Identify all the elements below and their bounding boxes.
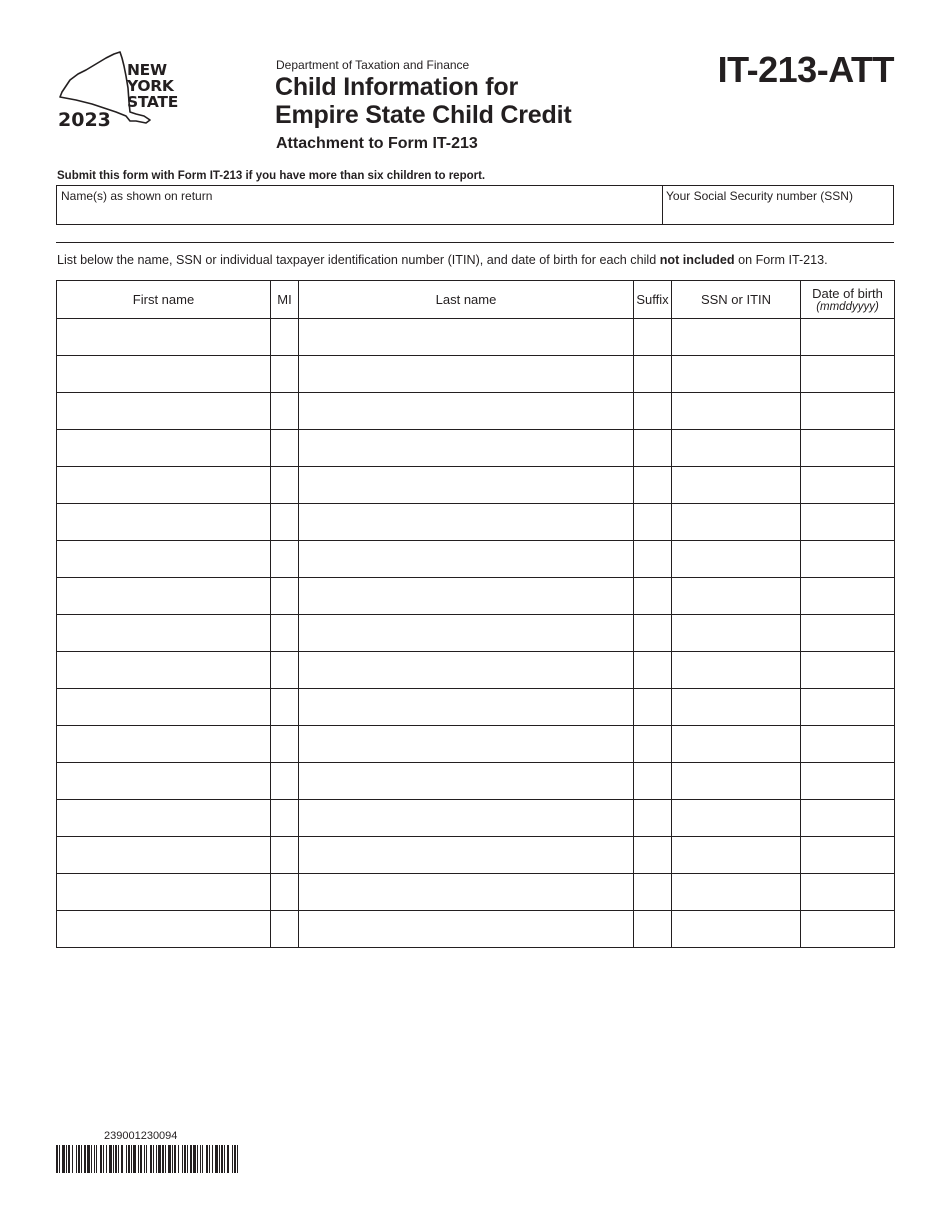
mi-cell[interactable]	[271, 430, 299, 467]
suffix-cell[interactable]	[634, 763, 672, 800]
barcode-bar	[190, 1145, 192, 1173]
suffix-cell[interactable]	[634, 541, 672, 578]
table-row	[57, 911, 895, 948]
table-row	[57, 615, 895, 652]
taxpayer-id-box	[56, 185, 894, 225]
first-name-cell[interactable]	[57, 578, 271, 615]
table-row	[57, 726, 895, 763]
barcode-bar	[100, 1145, 102, 1173]
suffix-cell[interactable]	[634, 430, 672, 467]
table-row	[57, 393, 895, 430]
ssn-itin-cell[interactable]	[672, 319, 801, 356]
barcode-bar	[224, 1145, 225, 1173]
first-name-cell[interactable]	[57, 911, 271, 948]
first-name-cell[interactable]	[57, 467, 271, 504]
suffix-cell[interactable]	[634, 726, 672, 763]
first-name-cell[interactable]	[57, 615, 271, 652]
date-of-birth-cell[interactable]	[801, 393, 895, 430]
barcode-bar	[232, 1145, 233, 1173]
mi-cell[interactable]	[271, 504, 299, 541]
first-name-cell[interactable]	[57, 652, 271, 689]
date-of-birth-cell[interactable]	[801, 578, 895, 615]
suffix-cell[interactable]	[634, 689, 672, 726]
table-row	[57, 467, 895, 504]
barcode-bar	[103, 1145, 104, 1173]
mi-cell[interactable]	[271, 393, 299, 430]
barcode-bar	[184, 1145, 186, 1173]
barcode-bar	[118, 1145, 119, 1173]
barcode-bar	[212, 1145, 213, 1173]
first-name-cell[interactable]	[57, 541, 271, 578]
logo-word-york: YORK	[127, 77, 174, 95]
barcode-bar	[172, 1145, 173, 1173]
barcode-bar	[62, 1145, 65, 1173]
first-name-cell[interactable]	[57, 430, 271, 467]
nys-logo	[56, 50, 206, 134]
suffix-cell[interactable]	[634, 504, 672, 541]
tax-year: 2023	[58, 109, 111, 131]
table-row	[57, 874, 895, 911]
ssn-itin-cell[interactable]	[672, 763, 801, 800]
list-instruction-tail: on Form IT-213.	[734, 253, 828, 267]
date-of-birth-cell[interactable]	[801, 874, 895, 911]
ssn-itin-cell[interactable]	[672, 504, 801, 541]
suffix-cell[interactable]	[634, 911, 672, 948]
barcode-bar	[76, 1145, 77, 1173]
barcode-bar	[126, 1145, 127, 1173]
last-name-cell[interactable]	[299, 652, 634, 689]
last-name-cell[interactable]	[299, 393, 634, 430]
date-of-birth-cell[interactable]	[801, 837, 895, 874]
mi-cell[interactable]	[271, 726, 299, 763]
mi-cell[interactable]	[271, 800, 299, 837]
mi-cell[interactable]	[271, 837, 299, 874]
last-name-cell[interactable]	[299, 911, 634, 948]
barcode-bar	[227, 1145, 229, 1173]
ssn-itin-cell[interactable]	[672, 652, 801, 689]
name-field-label: Name(s) as shown on return	[61, 189, 213, 203]
suffix-cell[interactable]	[634, 800, 672, 837]
date-of-birth-cell[interactable]	[801, 689, 895, 726]
barcode-bar	[81, 1145, 82, 1173]
first-name-cell[interactable]	[57, 874, 271, 911]
barcode-bar	[121, 1145, 123, 1173]
barcode-bar	[200, 1145, 201, 1173]
col-mi: MI	[271, 281, 299, 319]
last-name-cell[interactable]	[299, 726, 634, 763]
list-instruction-text: List below the name, SSN or individual taxpayer identification number (ITIN), and date of birth for each child	[57, 253, 660, 267]
name-field[interactable]	[57, 186, 662, 224]
children-table	[56, 280, 895, 948]
barcode-bar	[158, 1145, 161, 1173]
last-name-cell[interactable]	[299, 800, 634, 837]
date-of-birth-cell[interactable]	[801, 504, 895, 541]
col-ssn-itin: SSN or ITIN	[672, 281, 801, 319]
ssn-itin-cell[interactable]	[672, 393, 801, 430]
barcode-bar	[193, 1145, 196, 1173]
table-body	[57, 319, 895, 948]
mi-cell[interactable]	[271, 652, 299, 689]
barcode-bar	[115, 1145, 117, 1173]
ssn-itin-cell[interactable]	[672, 356, 801, 393]
suffix-cell[interactable]	[634, 615, 672, 652]
barcode-bar	[56, 1145, 58, 1173]
date-of-birth-cell[interactable]	[801, 763, 895, 800]
last-name-cell[interactable]	[299, 541, 634, 578]
ssn-itin-cell[interactable]	[672, 800, 801, 837]
barcode-icon	[56, 1145, 240, 1173]
barcode-bar	[66, 1145, 67, 1173]
ssn-itin-cell[interactable]	[672, 837, 801, 874]
mi-cell[interactable]	[271, 763, 299, 800]
barcode-bar	[215, 1145, 218, 1173]
ssn-field-label: Your Social Security number (SSN)	[666, 189, 853, 203]
barcode-bar	[78, 1145, 80, 1173]
barcode-bar	[202, 1145, 203, 1173]
barcode-bar	[219, 1145, 220, 1173]
list-instruction-emphasis: not included	[659, 253, 735, 267]
first-name-cell[interactable]	[57, 763, 271, 800]
barcode-bar	[150, 1145, 152, 1173]
date-of-birth-cell[interactable]	[801, 356, 895, 393]
table-row	[57, 689, 895, 726]
last-name-cell[interactable]	[299, 430, 634, 467]
department-name: Department of Taxation and Finance	[276, 58, 470, 72]
barcode-bar	[206, 1145, 208, 1173]
first-name-cell[interactable]	[57, 319, 271, 356]
mi-cell[interactable]	[271, 874, 299, 911]
form-number: IT-213-ATT	[717, 49, 894, 90]
mi-cell[interactable]	[271, 911, 299, 948]
first-name-cell[interactable]	[57, 726, 271, 763]
table-row	[57, 504, 895, 541]
barcode-bar	[106, 1145, 107, 1173]
submit-instruction: Submit this form with Form IT-213 if you have more than six children to report.	[57, 170, 486, 182]
first-name-cell[interactable]	[57, 356, 271, 393]
table-row	[57, 837, 895, 874]
logo-word-state: STATE	[127, 93, 178, 111]
barcode-bar	[178, 1145, 179, 1173]
last-name-cell[interactable]	[299, 763, 634, 800]
table-header-row	[57, 281, 895, 319]
barcode-bar	[72, 1145, 73, 1173]
barcode-bar	[96, 1145, 97, 1173]
last-name-cell[interactable]	[299, 356, 634, 393]
ssn-itin-cell[interactable]	[672, 615, 801, 652]
date-of-birth-cell[interactable]	[801, 615, 895, 652]
barcode-bar	[234, 1145, 236, 1173]
ssn-itin-cell[interactable]	[672, 578, 801, 615]
suffix-cell[interactable]	[634, 652, 672, 689]
barcode-bar	[140, 1145, 142, 1173]
suffix-cell[interactable]	[634, 578, 672, 615]
table-row	[57, 578, 895, 615]
table-row	[57, 356, 895, 393]
last-name-cell[interactable]	[299, 578, 634, 615]
barcode-bar	[131, 1145, 132, 1173]
col-first-name: First name	[57, 281, 271, 319]
barcode-bar	[153, 1145, 154, 1173]
last-name-cell[interactable]	[299, 837, 634, 874]
ssn-field[interactable]	[663, 186, 893, 224]
barcode-bar	[91, 1145, 92, 1173]
date-of-birth-cell[interactable]	[801, 726, 895, 763]
form-title-line1: Child Information for	[275, 73, 518, 101]
last-name-cell[interactable]	[299, 689, 634, 726]
first-name-cell[interactable]	[57, 504, 271, 541]
mi-cell[interactable]	[271, 578, 299, 615]
suffix-cell[interactable]	[634, 319, 672, 356]
suffix-cell[interactable]	[634, 837, 672, 874]
suffix-cell[interactable]	[634, 874, 672, 911]
mi-cell[interactable]	[271, 541, 299, 578]
date-of-birth-cell[interactable]	[801, 652, 895, 689]
mi-cell[interactable]	[271, 689, 299, 726]
barcode-bar	[68, 1145, 70, 1173]
barcode-bar	[209, 1145, 210, 1173]
suffix-cell[interactable]	[634, 393, 672, 430]
ssn-itin-cell[interactable]	[672, 689, 801, 726]
barcode-bar	[165, 1145, 166, 1173]
form-subtitle: Attachment to Form IT-213	[276, 135, 478, 152]
barcode-bar	[182, 1145, 183, 1173]
barcode-bar	[187, 1145, 188, 1173]
table-row	[57, 763, 895, 800]
barcode-bar	[87, 1145, 90, 1173]
barcode-bar	[133, 1145, 136, 1173]
table-row	[57, 800, 895, 837]
ssn-itin-cell[interactable]	[672, 430, 801, 467]
mi-cell[interactable]	[271, 356, 299, 393]
suffix-cell[interactable]	[634, 467, 672, 504]
barcode-bar	[84, 1145, 86, 1173]
first-name-cell[interactable]	[57, 689, 271, 726]
last-name-cell[interactable]	[299, 504, 634, 541]
mi-cell[interactable]	[271, 615, 299, 652]
date-of-birth-cell[interactable]	[801, 911, 895, 948]
date-of-birth-cell[interactable]	[801, 430, 895, 467]
ssn-itin-cell[interactable]	[672, 726, 801, 763]
form-title-line2: Empire State Child Credit	[275, 101, 572, 129]
table-row	[57, 430, 895, 467]
barcode-bar	[146, 1145, 147, 1173]
barcode-bar	[144, 1145, 145, 1173]
barcode-bar	[174, 1145, 176, 1173]
barcode-bar	[237, 1145, 238, 1173]
col-dob-format: (mmddyyyy)	[816, 301, 879, 313]
col-last-name: Last name	[299, 281, 634, 319]
table-row	[57, 652, 895, 689]
col-date-of-birth	[801, 281, 895, 319]
section-divider	[56, 242, 894, 243]
barcode-bar	[128, 1145, 130, 1173]
last-name-cell[interactable]	[299, 319, 634, 356]
barcode-bar	[197, 1145, 198, 1173]
col-dob-label: Date of birth	[812, 286, 883, 301]
barcode-bar	[156, 1145, 157, 1173]
date-of-birth-cell[interactable]	[801, 319, 895, 356]
first-name-cell[interactable]	[57, 800, 271, 837]
suffix-cell[interactable]	[634, 356, 672, 393]
barcode-bar	[59, 1145, 60, 1173]
barcode-bar	[109, 1145, 112, 1173]
ssn-itin-cell[interactable]	[672, 911, 801, 948]
list-instruction	[57, 252, 828, 268]
barcode-number: 239001230094	[104, 1130, 178, 1142]
ssn-itin-cell[interactable]	[672, 467, 801, 504]
last-name-cell[interactable]	[299, 467, 634, 504]
first-name-cell[interactable]	[57, 393, 271, 430]
barcode-bar	[162, 1145, 164, 1173]
date-of-birth-cell[interactable]	[801, 467, 895, 504]
logo-word-new: NEW	[127, 61, 167, 79]
date-of-birth-cell[interactable]	[801, 800, 895, 837]
date-of-birth-cell[interactable]	[801, 541, 895, 578]
table-row	[57, 541, 895, 578]
first-name-cell[interactable]	[57, 837, 271, 874]
barcode-bar	[221, 1145, 223, 1173]
table-row	[57, 319, 895, 356]
last-name-cell[interactable]	[299, 874, 634, 911]
barcode-bar	[138, 1145, 139, 1173]
ssn-itin-cell[interactable]	[672, 874, 801, 911]
col-suffix: Suffix	[634, 281, 672, 319]
mi-cell[interactable]	[271, 467, 299, 504]
barcode-bar	[94, 1145, 95, 1173]
mi-cell[interactable]	[271, 319, 299, 356]
ssn-itin-cell[interactable]	[672, 541, 801, 578]
last-name-cell[interactable]	[299, 615, 634, 652]
barcode-bar	[168, 1145, 171, 1173]
barcode-bar	[113, 1145, 114, 1173]
